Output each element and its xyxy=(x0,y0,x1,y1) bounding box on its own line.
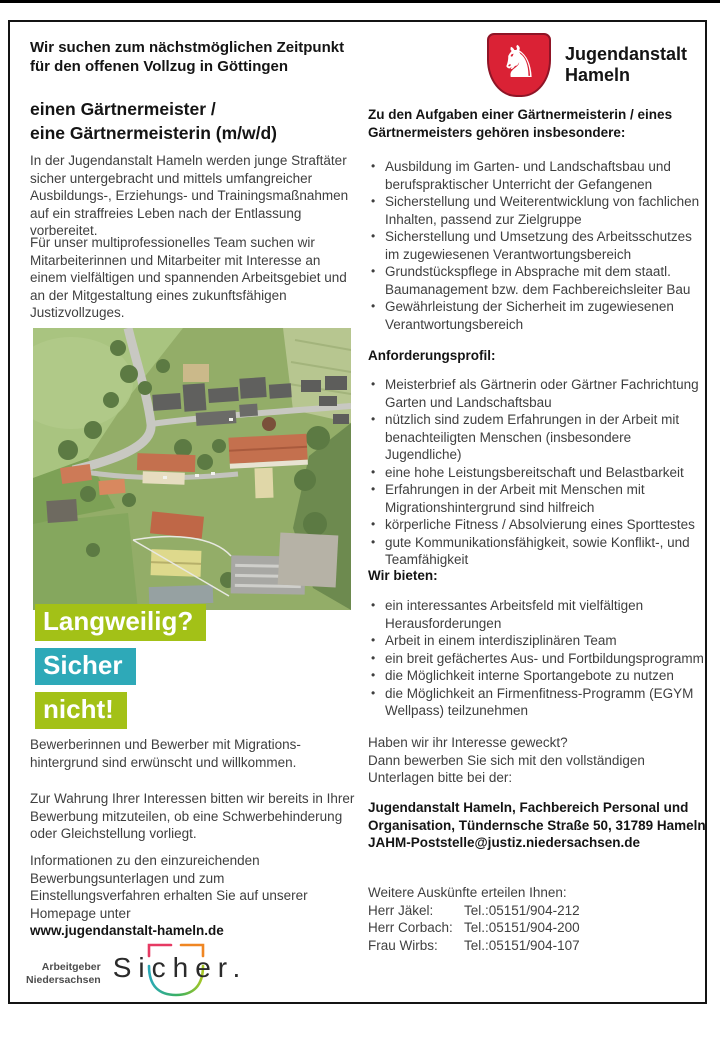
list-item: • die Möglichkeit an Firmenfitness-Programm (EGYM Wellpass) teilzunehmen xyxy=(368,685,710,720)
interessen-paragraph: Zur Wahrung Ihrer Interessen bitten wir bereits in Ihrer Bewerbung mitzuteilen, ob eine Schwerbehinderung oder Gleichstellung vorliegt. xyxy=(30,791,355,841)
offer-list xyxy=(368,597,710,720)
header-intro-line1: Wir suchen zum nächstmöglichen Zeitpunkt xyxy=(30,39,345,56)
profile-list xyxy=(368,376,710,569)
list-item: • körperliche Fitness / Absolvierung eines Sporttestes xyxy=(368,516,710,534)
contact-tel: Tel.:05151/904-212 xyxy=(464,902,580,918)
apply-line1: Haben wir ihr Interesse geweckt? xyxy=(368,735,568,750)
banner-line-langweilig: Langweilig? xyxy=(35,604,206,641)
contact-name: Herr Jäkel: xyxy=(368,902,434,918)
aerial-photo xyxy=(33,328,351,610)
employer-badge xyxy=(26,961,101,987)
sicher-wordmark: Sicher. xyxy=(112,952,248,983)
sicher-campaign-logo xyxy=(109,936,259,1002)
contact-tel: Tel.:05151/904-200 xyxy=(464,920,580,935)
list-item: • die Möglichkeit interne Sportangebote zu nutzen xyxy=(368,667,710,685)
tasks-list xyxy=(368,158,708,333)
org-name-line1: Jugendanstalt xyxy=(565,44,688,64)
list-item: • ein breit gefächertes Aus- und Fortbildungsprogramm xyxy=(368,650,710,668)
contact-name: Frau Wirbs: xyxy=(368,937,438,953)
contact-row xyxy=(368,919,706,937)
saxon-steed-horse-icon: ♞ xyxy=(499,37,539,88)
org-logo xyxy=(487,33,687,97)
apply-line3: Unterlagen bitte bei der: xyxy=(368,770,513,785)
list-item: • Sicherstellung und Weiterentwicklung von fachlichen Inhalten, passend zur Zielgruppe xyxy=(368,193,708,228)
header-intro-line2: für den offenen Vollzug in Göttingen xyxy=(30,58,289,75)
info-paragraph: Informationen zu den einzureichenden Bewerbungsunterlagen und zum Einstellungsverfahren erhalten Sie auf unserer Homepage unter xyxy=(30,853,308,921)
job-title xyxy=(30,97,277,145)
list-item: • ein interessantes Arbeitsfeld mit vielfältigen Herausforderungen xyxy=(368,597,710,632)
list-item: • Sicherstellung und Umsetzung des Arbeitsschutzes im zugewiesenen Verantwortungsbereich xyxy=(368,228,708,263)
banner-line-sicher: Sicher xyxy=(35,648,136,685)
employer-line2: Niedersachsen xyxy=(26,974,101,986)
address-block xyxy=(368,799,706,852)
homepage-link[interactable]: www.jugendanstalt-hameln.de xyxy=(30,923,224,938)
apply-block xyxy=(368,734,706,787)
scan-edge-strip xyxy=(0,0,720,3)
intro-paragraph-2: Für unser multiprofessionelles Team suchen wir Mitarbeiterinnen und Mitarbeiter mit Interesse an einem vielfältigen und spannenden Arbeitsgebiet und an der Mitgestaltung eines zukunftsfähigen Justizvollzuges. xyxy=(30,235,347,320)
intro-paragraph-1: In der Jugendanstalt Hameln werden junge Straftäter sicher untergebracht und mittels umfangreicher Ausbildungs-, Erziehungs- und Trainingsmaßnahmen auf ein straffreies Leben nach der Entlassung vorbereitet. xyxy=(30,153,349,238)
list-item: • Erfahrungen in der Arbeit mit Menschen mit Migrationshintergrund sind hilfreich xyxy=(368,481,710,516)
job-title-line1: einen Gärtnermeister / xyxy=(30,99,216,119)
list-item: • eine hohe Leistungsbereitschaft und Belastbarkeit xyxy=(368,464,710,482)
profile-heading: Anforderungsprofil: xyxy=(368,348,496,363)
aerial-photo-graphic xyxy=(33,328,351,610)
list-item: • Gewährleistung der Sicherheit im zugewiesenen Verantwortungsbereich xyxy=(368,298,708,333)
list-item: • Meisterbrief als Gärtnerin oder Gärtner Fachrichtung Garten und Landschaftsbau xyxy=(368,376,710,411)
employer-line1: Arbeitgeber xyxy=(41,961,101,973)
contact-name: Herr Corbach: xyxy=(368,920,453,935)
email-address[interactable]: JAHM-Poststelle@justiz.niedersachsen.de xyxy=(368,835,640,850)
tasks-heading: Zu den Aufgaben einer Gärtnermeisterin / eines Gärtnermeisters gehören insbesondere: xyxy=(368,107,673,140)
list-item: • Grundstückspflege in Absprache mit dem staatl. Baumanagement bzw. dem Fachbereichsleiter Bau xyxy=(368,263,708,298)
contact-heading: Weitere Auskünfte erteilen Ihnen: xyxy=(368,885,567,900)
contact-row xyxy=(368,902,706,920)
lower-saxony-shield-icon xyxy=(487,33,551,97)
list-item: • nützlich sind zudem Erfahrungen in der Arbeit mit benachteiligten Menschen (insbesondere Jugendliche) xyxy=(368,411,710,464)
postal-address: Jugendanstalt Hameln, Fachbereich Personal und Organisation, Tündernsche Straße 50, 31789 Hameln xyxy=(368,800,706,833)
apply-line2: Dann bewerben Sie sich mit den vollständigen xyxy=(368,752,645,768)
job-title-line2: eine Gärtnermeisterin (m/w/d) xyxy=(30,123,278,143)
migration-paragraph: Bewerberinnen und Bewerber mit Migrations-hintergrund sind erwünscht und willkommen. xyxy=(30,737,301,770)
contact-block xyxy=(368,884,706,954)
info-block xyxy=(30,852,330,940)
org-name xyxy=(565,44,687,86)
org-name-line2: Hameln xyxy=(565,65,631,85)
list-item: • Ausbildung im Garten- und Landschaftsbau und berufspraktischer Unterricht der Gefangenen xyxy=(368,158,708,193)
footer-badges xyxy=(26,936,259,1002)
contact-tel: Tel.:05151/904-107 xyxy=(464,937,580,953)
slogan-banner xyxy=(35,604,206,736)
offer-heading: Wir bieten: xyxy=(368,568,438,583)
list-item: • gute Kommunikationsfähigkeit, sowie Konflikt-, und Teamfähigkeit xyxy=(368,534,710,569)
list-item: • Arbeit in einem interdisziplinären Team xyxy=(368,632,710,650)
banner-line-nicht: nicht! xyxy=(35,692,127,729)
contact-row xyxy=(368,937,706,955)
header-intro xyxy=(30,38,344,76)
